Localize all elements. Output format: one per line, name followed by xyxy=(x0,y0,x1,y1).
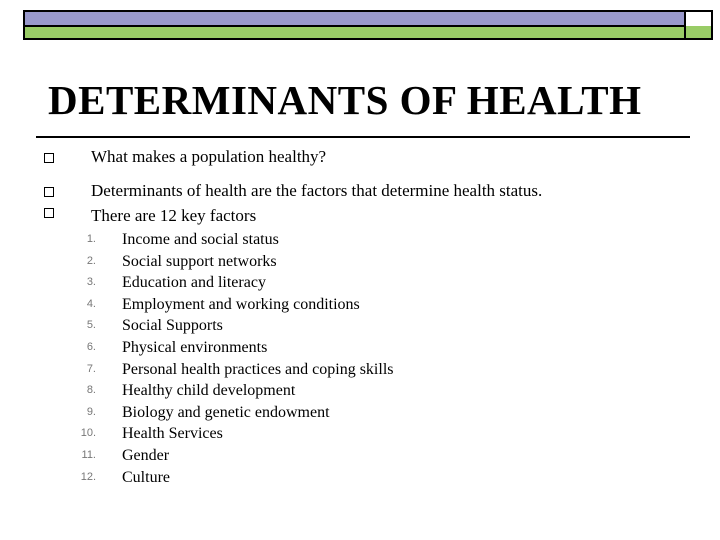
list-item-number: 9. xyxy=(86,405,96,418)
square-bullet-icon xyxy=(44,153,54,163)
bullet-text: Determinants of health are the factors that determine health status. xyxy=(91,181,543,200)
title-underline xyxy=(36,136,690,138)
header-band-purple xyxy=(25,12,684,26)
list-item-number: 11. xyxy=(81,449,96,461)
list-item-label: Physical environments xyxy=(122,339,268,356)
list-item-label: Education and literacy xyxy=(122,274,266,292)
list-item-label: Culture xyxy=(122,468,170,486)
list-item-label: Healthy child development xyxy=(122,382,296,400)
bullet-text: There are 12 key factors xyxy=(91,206,257,225)
slide-title: DETERMINANTS OF HEALTH xyxy=(48,77,642,123)
header-band-end-top xyxy=(686,12,711,26)
list-item-label: Income and social status xyxy=(122,231,279,248)
list-item-number: 2. xyxy=(86,254,96,267)
list-item-number: 7. xyxy=(86,362,96,375)
bullet-text: What makes a population healthy? xyxy=(91,147,327,166)
list-item-number: 3. xyxy=(86,276,96,289)
list-item-label: Biology and genetic endowment xyxy=(122,403,330,421)
list-item-number: 10. xyxy=(80,427,96,440)
square-bullet-icon xyxy=(44,208,54,218)
list-item-number: 8. xyxy=(86,384,96,397)
list-item-label: Employment and working conditions xyxy=(122,295,360,313)
list-item-number: 6. xyxy=(86,341,96,353)
list-item-label: Social support networks xyxy=(122,252,277,270)
list-item-label: Health Services xyxy=(122,425,223,443)
header-band-separator xyxy=(25,25,684,27)
square-bullet-icon xyxy=(44,187,54,197)
list-item-label: Gender xyxy=(122,447,170,464)
list-item-label: Social Supports xyxy=(122,317,223,335)
list-item-number: 5. xyxy=(86,319,96,332)
list-item-label: Personal health practices and coping skills xyxy=(122,360,394,378)
list-item-number: 4. xyxy=(86,297,96,310)
header-band-end-bottom xyxy=(686,26,711,38)
header-band-green xyxy=(25,26,684,38)
list-item-number: 1. xyxy=(86,233,96,245)
list-item-number: 12. xyxy=(80,470,96,483)
header-band-divider xyxy=(684,12,686,38)
